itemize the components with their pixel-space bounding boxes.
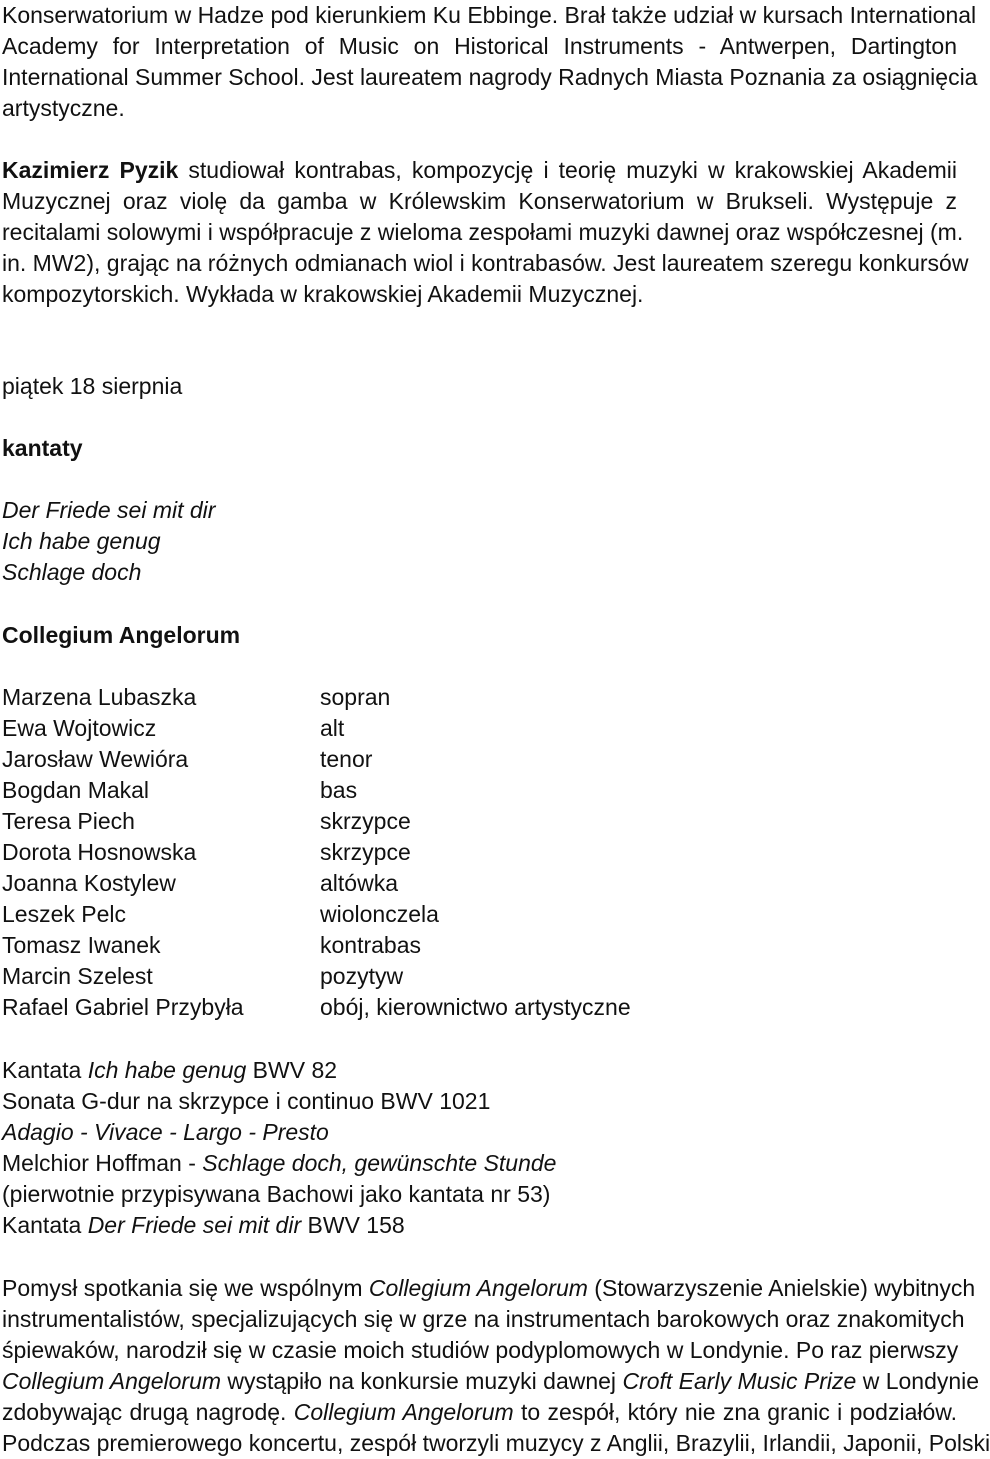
pyzik-line-5: kompozytorskich. Wykłada w krakowskiej Akademii Muzycznej. <box>2 281 644 307</box>
program-note: (pierwotnie przypisywana Bachowi jako kantata nr 53) <box>2 1181 551 1207</box>
performer-name: Joanna Kostylew <box>2 870 176 896</box>
intro-line-4: artystyczne. <box>2 95 125 121</box>
pyzik-bio-paragraph <box>2 155 969 310</box>
program-movements: Adagio - Vivace - Largo - Presto <box>2 1119 329 1145</box>
closing-paragraph <box>2 1273 990 1459</box>
roster-row <box>2 992 631 1023</box>
performer-role: pozytyw <box>320 963 404 989</box>
performer-role: altówka <box>320 870 398 896</box>
performer-role: wiolonczela <box>320 901 439 927</box>
performer-name: Marcin Szelest <box>2 963 153 989</box>
performer-name: Ewa Wojtowicz <box>2 715 157 741</box>
performer-role: kontrabas <box>320 932 422 958</box>
ensemble-name: Collegium Angelorum <box>2 622 241 648</box>
closing-text: zdobywając drugą nagrodę. <box>2 1399 294 1425</box>
program-text: Melchior Hoffman - <box>2 1150 203 1176</box>
roster-row <box>2 837 631 868</box>
intro-line-2: Academy for Interpretation of Music on Historical Instruments - Antwerpen, Dartington <box>2 33 957 59</box>
performer-role: skrzypce <box>320 808 411 834</box>
roster-row <box>2 682 631 713</box>
event-date: piątek 18 sierpnia <box>2 373 183 399</box>
closing-line-5 <box>2 1397 957 1428</box>
program-item: Sonata G-dur na skrzypce i continuo BWV 1021 <box>2 1088 491 1114</box>
event-heading: kantaty <box>2 435 83 461</box>
performer-role: skrzypce <box>320 839 411 865</box>
performer-role: tenor <box>320 746 373 772</box>
program-text: BWV 82 <box>246 1057 338 1083</box>
performer-role: alt <box>320 715 345 741</box>
pyzik-line-4: in. MW2), grając na różnych odmianach wiol i kontrabasów. Jest laureatem szeregu konkursów <box>2 250 969 276</box>
performer-name: Bogdan Makal <box>2 777 150 803</box>
roster-row <box>2 775 631 806</box>
program-work-title: Schlage doch, gewünschte Stunde <box>202 1150 557 1176</box>
program-text: Kantata <box>2 1212 88 1238</box>
roster-row <box>2 899 631 930</box>
roster-row <box>2 713 631 744</box>
closing-text: to zespół, który nie zna granic i podziałów. <box>513 1399 957 1425</box>
program-item <box>2 1210 556 1241</box>
intro-paragraph <box>2 0 978 124</box>
closing-line-1 <box>2 1273 976 1304</box>
roster-row <box>2 806 631 837</box>
program-text: BWV 158 <box>301 1212 405 1238</box>
roster-row <box>2 930 631 961</box>
performer-role: bas <box>320 777 358 803</box>
ensemble-mention: Collegium Angelorum <box>2 1368 222 1394</box>
performer-name: Rafael Gabriel Przybyła <box>2 994 244 1020</box>
pyzik-line-1-text: studiował kontrabas, kompozycję i teorię muzyki w krakowskiej Akademii <box>178 157 957 183</box>
performer-name: Jarosław Wewióra <box>2 746 189 772</box>
closing-text: wystąpiło na konkursie muzyki dawnej <box>221 1368 623 1394</box>
roster-row <box>2 744 631 775</box>
performer-name: Tomasz Iwanek <box>2 932 161 958</box>
performer-role: obój, kierownictwo artystyczne <box>320 994 631 1020</box>
closing-text: Pomysł spotkania się we wspólnym <box>2 1275 369 1301</box>
performer-name: Dorota Hosnowska <box>2 839 197 865</box>
competition-name: Croft Early Music Prize <box>622 1368 857 1394</box>
program-item <box>2 1055 556 1086</box>
performer-name: Marzena Lubaszka <box>2 684 197 710</box>
performer-name: Teresa Piech <box>2 808 135 834</box>
closing-line-4 <box>2 1366 980 1397</box>
closing-text: w Londynie <box>856 1368 980 1394</box>
cantata-title: Ich habe genug <box>2 528 161 554</box>
intro-line-1: Konserwatorium w Hadze pod kierunkiem Ku Ebbinge. Brał także udział w kursach International <box>2 2 977 28</box>
program-work-title: Ich habe genug <box>87 1057 247 1083</box>
performer-name: Kazimierz Pyzik <box>2 157 179 183</box>
roster-row <box>2 961 631 992</box>
pyzik-line-3: recitalami solowymi i współpracuje z wieloma zespołami muzyki dawnej oraz współczesnej (m. <box>2 219 964 245</box>
pyzik-line-1 <box>2 155 957 186</box>
performer-roster <box>2 682 631 1023</box>
closing-line-6: Podczas premierowego koncertu, zespół tworzyli muzycy z Anglii, Brazylii, Irlandii, Japonii, Polski <box>2 1430 990 1456</box>
closing-line-3: śpiewaków, narodził się w czasie moich studiów podyplomowych w Londynie. Po raz pierwszy <box>2 1337 959 1363</box>
performer-role: sopran <box>320 684 391 710</box>
program-work-title: Der Friede sei mit dir <box>87 1212 302 1238</box>
cantata-title: Schlage doch <box>2 559 142 585</box>
performer-name: Leszek Pelc <box>2 901 127 927</box>
pyzik-line-2: Muzycznej oraz violę da gamba w Królewskim Konserwatorium w Brukseli. Występuje z <box>2 188 957 214</box>
cantata-titles <box>2 495 215 588</box>
program-item <box>2 1148 556 1179</box>
closing-line-2: instrumentalistów, specjalizujących się w grze na instrumentach barokowych oraz znakomitych <box>2 1306 965 1332</box>
closing-text: (Stowarzyszenie Anielskie) wybitnych <box>587 1275 976 1301</box>
concert-program <box>2 1055 556 1241</box>
ensemble-mention: Collegium Angelorum <box>293 1399 514 1425</box>
intro-line-3: International Summer School. Jest laureatem nagrody Radnych Miasta Poznania za osiągnięcia <box>2 64 978 90</box>
cantata-title: Der Friede sei mit dir <box>2 497 216 523</box>
program-text: Kantata <box>2 1057 88 1083</box>
ensemble-mention: Collegium Angelorum <box>368 1275 588 1301</box>
roster-row <box>2 868 631 899</box>
